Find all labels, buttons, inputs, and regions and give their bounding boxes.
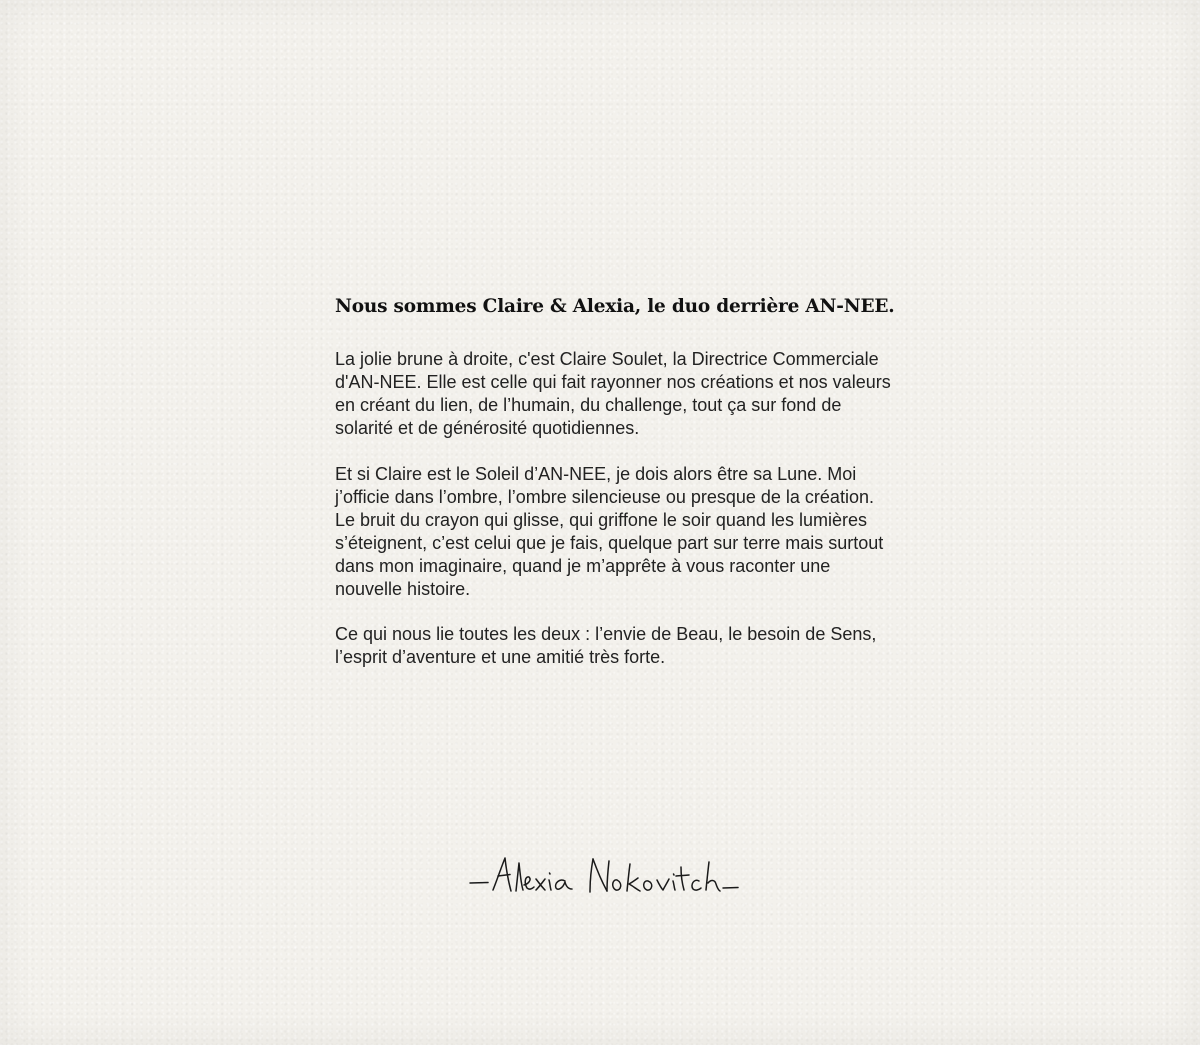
letter-headline: Nous sommes Claire & Alexia, le duo derrière AN-NEE. bbox=[335, 296, 895, 317]
paragraph-closing: Ce qui nous lie toutes les deux : l’envie de Beau, le besoin de Sens, l’esprit d’aventure et une amitié très forte. bbox=[335, 624, 877, 667]
handwritten-signature bbox=[466, 852, 741, 902]
letter-content bbox=[335, 292, 895, 692]
signature-drawing bbox=[466, 852, 741, 902]
paragraph-claire: La jolie brune à droite, c'est Claire Soulet, la Directrice Commerciale d'AN-NEE. Elle est celle qui fait rayonner nos créations et nos valeurs en créant du lien, de l’humain, du challenge, tout ça sur fond de solarité et de générosité quotidiennes. bbox=[335, 349, 891, 438]
paragraph-alexia: Et si Claire est le Soleil d’AN-NEE, je dois alors être sa Lune. Moi j’officie dans l’ombre, l’ombre silencieuse ou presque de la création. Le bruit du crayon qui glisse, qui griffone le soir quand les lumières s’éteignent, c’est celui que je fais, quelque part sur terre mais surtout dans mon imaginaire, quand je m’apprête à vous raconter une nouvelle histoire. bbox=[335, 463, 884, 599]
